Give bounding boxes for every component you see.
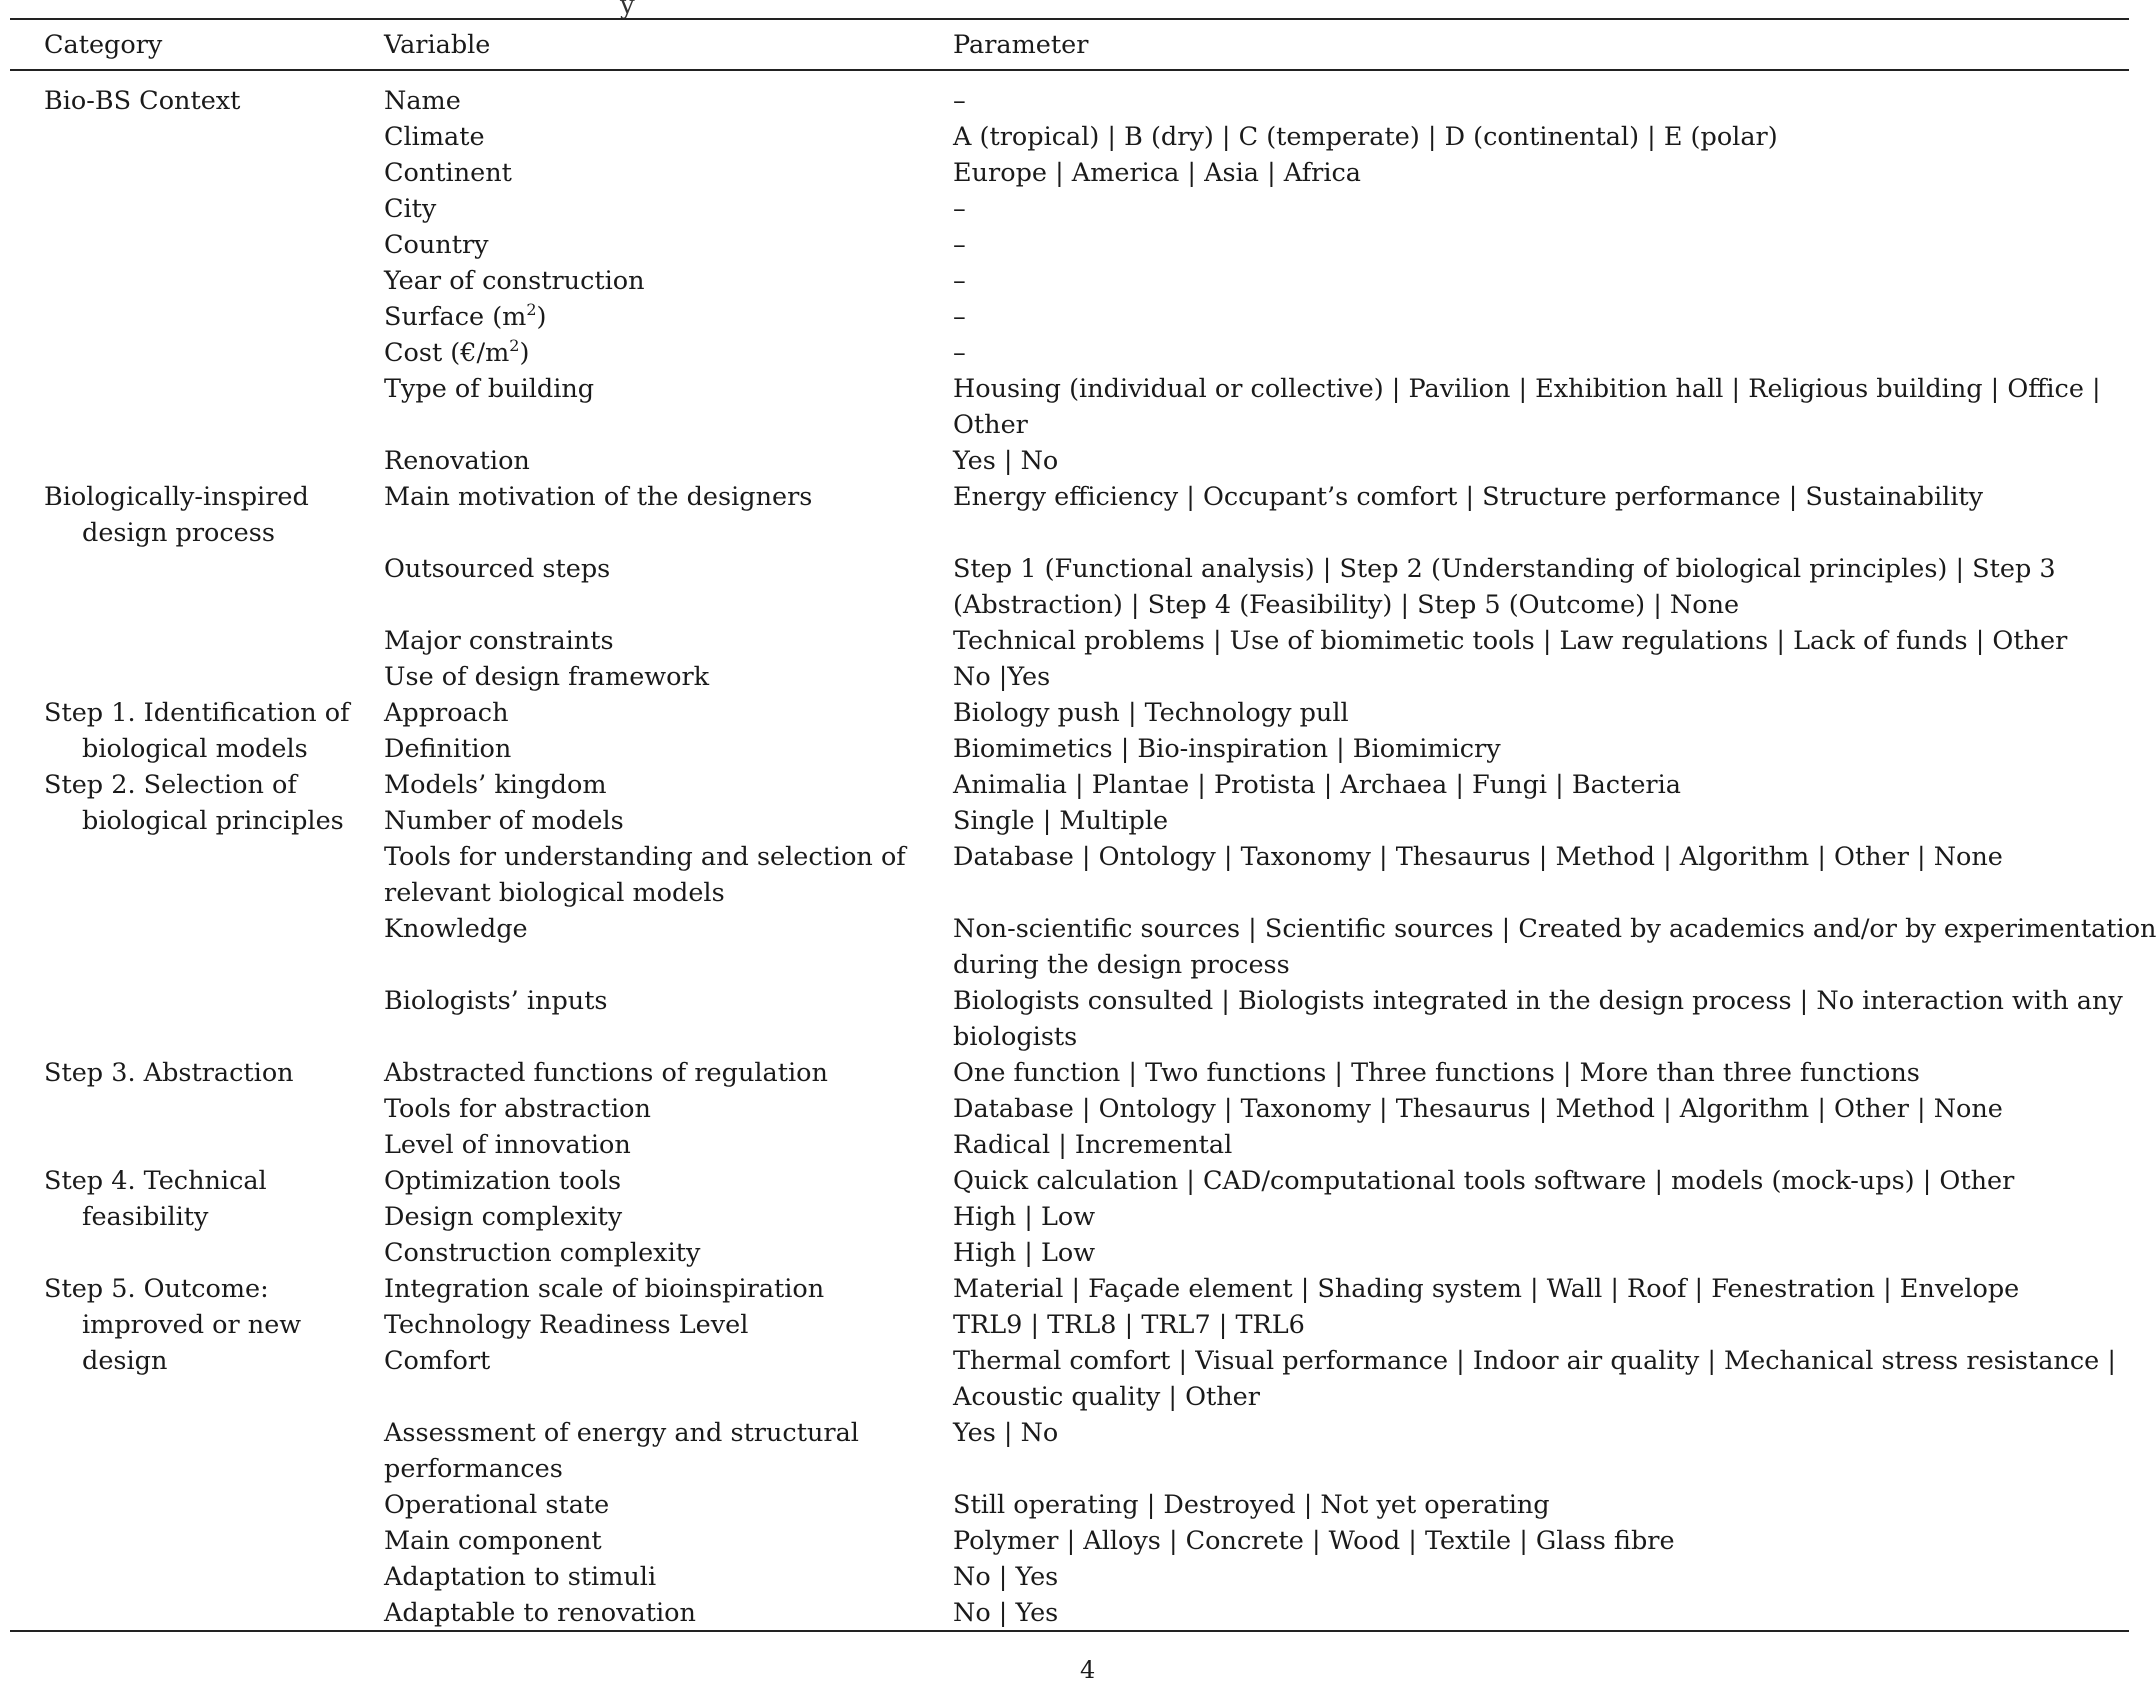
- variable-cell: [380, 551, 949, 623]
- category-text: feasibility: [82, 1202, 209, 1232]
- variable-text: Design complexity: [384, 1202, 623, 1232]
- table-row: [10, 443, 2129, 479]
- parameter-text: TRL9 | TRL8 | TRL7 | TRL6: [953, 1310, 1305, 1340]
- header-category: Category: [44, 30, 163, 60]
- variable-text: Main component: [384, 1526, 602, 1556]
- parameter-cell: [949, 1415, 2129, 1487]
- category-text: Step 5. Outcome:: [44, 1274, 269, 1304]
- variable-text: Definition: [384, 734, 512, 764]
- variable-text: relevant biological models: [384, 878, 725, 908]
- parameter-cell: [949, 1559, 2129, 1595]
- parameter-cell: [949, 1127, 2129, 1163]
- variable-text: Adaptable to renovation: [384, 1598, 696, 1628]
- table-row: [10, 623, 2129, 659]
- parameter-text: Single | Multiple: [953, 806, 1169, 836]
- variable-text: Country: [384, 230, 489, 260]
- variable-text: Adaptation to stimuli: [384, 1562, 657, 1592]
- parameter-cell: [949, 443, 2129, 479]
- table-row: [10, 1127, 2129, 1163]
- table-row: [10, 1487, 2129, 1523]
- table-row: [10, 1163, 2129, 1235]
- variable-text: Year of construction: [384, 266, 645, 296]
- parameter-cell: [949, 1523, 2129, 1559]
- variable-cell: [380, 911, 949, 983]
- parameter-text: –: [953, 230, 966, 260]
- parameter-text: Database | Ontology | Taxonomy | Thesaurus | Method | Algorithm | Other | None: [953, 842, 2003, 872]
- table-header-row: [10, 27, 2129, 69]
- parameter-text: (Abstraction) | Step 4 (Feasibility) | Step 5 (Outcome) | None: [953, 590, 1740, 620]
- parameter-text: Other: [953, 410, 1028, 440]
- category-cell: [10, 227, 380, 263]
- parameter-cell: [949, 623, 2129, 659]
- table-row: [10, 839, 2129, 911]
- variable-text: Knowledge: [384, 914, 528, 944]
- parameter-cell: [949, 479, 2129, 551]
- variable-text: Tools for abstraction: [384, 1094, 651, 1124]
- parameter-text: Polymer | Alloys | Concrete | Wood | Textile | Glass fibre: [953, 1526, 1675, 1556]
- parameter-text: No | Yes: [953, 1562, 1059, 1592]
- variable-text: Approach: [384, 698, 509, 728]
- table-row: [10, 299, 2129, 335]
- parameter-text: Radical | Incremental: [953, 1130, 1233, 1160]
- variable-text: Name: [384, 86, 461, 116]
- category-cell: [10, 1523, 380, 1559]
- parameter-text: Biology push | Technology pull: [953, 698, 1349, 728]
- table-row: [10, 767, 2129, 839]
- variable-text-suffix: ): [519, 338, 530, 368]
- variable-text: Operational state: [384, 1490, 610, 1520]
- category-cell: [10, 155, 380, 191]
- category-cell: [10, 1595, 380, 1631]
- category-cell: [10, 335, 380, 371]
- category-text: Biologically-inspired: [44, 482, 309, 512]
- category-cell: [10, 263, 380, 299]
- variable-cell: [380, 335, 949, 371]
- variable-cell: [380, 1523, 949, 1559]
- parameter-cell: [949, 263, 2129, 299]
- table-row: [10, 551, 2129, 623]
- parameter-cell: [949, 767, 2129, 839]
- parameter-text: Yes | No: [953, 446, 1059, 476]
- header-variable: Variable: [384, 30, 491, 60]
- category-text: Step 4. Technical: [44, 1166, 267, 1196]
- variable-text-main: Surface (m: [384, 302, 527, 332]
- category-cell: [10, 659, 380, 695]
- variable-cell: [380, 83, 949, 119]
- parameter-cell: [949, 335, 2129, 371]
- variable-cell: [380, 695, 949, 767]
- parameter-cell: [949, 695, 2129, 767]
- parameter-cell: [949, 1271, 2129, 1415]
- page-number: 4: [1080, 1656, 1096, 1684]
- table-row: [10, 1055, 2129, 1091]
- category-cell: [10, 1559, 380, 1595]
- parameter-text: One function | Two functions | Three functions | More than three functions: [953, 1058, 1920, 1088]
- parameter-text: –: [953, 338, 966, 368]
- variable-cell: [380, 1163, 949, 1235]
- parameter-cell: [949, 191, 2129, 227]
- category-cell: [10, 443, 380, 479]
- category-cell: [10, 551, 380, 623]
- parameter-text: No |Yes: [953, 662, 1051, 692]
- parameter-cell: [949, 227, 2129, 263]
- variable-cell: [380, 1559, 949, 1595]
- variable-cell: [380, 839, 949, 911]
- category-cell: [10, 1163, 380, 1235]
- parameter-cell: [949, 1055, 2129, 1091]
- category-text: improved or new: [82, 1310, 302, 1340]
- category-text: Bio-BS Context: [44, 86, 241, 116]
- variable-cell: [380, 659, 949, 695]
- variable-cell: [380, 1235, 949, 1271]
- variables-table: [10, 0, 2156, 1631]
- table-body: [10, 69, 2156, 1631]
- variable-cell: [380, 479, 949, 551]
- parameter-cell: [949, 1163, 2129, 1235]
- category-text: Step 2. Selection of: [44, 770, 297, 800]
- variable-text: Renovation: [384, 446, 530, 476]
- parameter-text: Still operating | Destroyed | Not yet operating: [953, 1490, 1550, 1520]
- variable-cell: [380, 299, 949, 335]
- variable-cell: [380, 191, 949, 227]
- table-caption-fragment: y: [620, 0, 635, 20]
- category-cell: [10, 479, 380, 551]
- parameter-text: Non-scientific sources | Scientific sources | Created by academics and/or by experimentation: [953, 914, 2156, 944]
- table-row: [10, 983, 2129, 1055]
- variable-cell: [380, 1127, 949, 1163]
- table-row: [10, 227, 2129, 263]
- category-text: design process: [82, 518, 275, 548]
- variable-text: Models’ kingdom: [384, 770, 607, 800]
- parameter-text: biologists: [953, 1022, 1078, 1052]
- category-text: design: [82, 1346, 168, 1376]
- category-cell: [10, 299, 380, 335]
- variable-cell: [380, 371, 949, 443]
- variable-superscript: 2: [526, 300, 537, 319]
- variable-text: Tools for understanding and selection of: [384, 842, 906, 872]
- table-row: [10, 191, 2129, 227]
- category-text: biological principles: [82, 806, 344, 836]
- parameter-text: –: [953, 302, 966, 332]
- variable-text: Main motivation of the designers: [384, 482, 813, 512]
- parameter-text: Acoustic quality | Other: [953, 1382, 1260, 1412]
- parameter-text: during the design process: [953, 950, 1290, 980]
- variable-text: Optimization tools: [384, 1166, 622, 1196]
- category-cell: [10, 839, 380, 911]
- parameter-cell: [949, 371, 2129, 443]
- category-cell: [10, 1415, 380, 1487]
- variable-text: Technology Readiness Level: [384, 1310, 749, 1340]
- parameter-text: Energy efficiency | Occupant’s comfort | Structure performance | Sustainability: [953, 482, 1984, 512]
- variable-superscript: 2: [509, 336, 520, 355]
- parameter-text: Biomimetics | Bio-inspiration | Biomimicry: [953, 734, 1501, 764]
- parameter-text: Animalia | Plantae | Protista | Archaea | Fungi | Bacteria: [953, 770, 1681, 800]
- category-cell: [10, 1487, 380, 1523]
- parameter-cell: [949, 659, 2129, 695]
- parameter-text: Quick calculation | CAD/computational tools software | models (mock-ups) | Other: [953, 1166, 2015, 1196]
- table-row: [10, 263, 2129, 299]
- category-text: Step 1. Identification of: [44, 698, 350, 728]
- variable-text: Assessment of energy and structural: [384, 1418, 859, 1448]
- table-row: [10, 659, 2129, 695]
- category-cell: [10, 983, 380, 1055]
- table-row: [10, 479, 2129, 551]
- variable-cell: [380, 1055, 949, 1091]
- category-cell: [10, 1235, 380, 1271]
- category-cell: [10, 623, 380, 659]
- parameter-text: Thermal comfort | Visual performance | Indoor air quality | Mechanical stress resistance |: [953, 1346, 2116, 1376]
- header-parameter: Parameter: [953, 30, 1089, 60]
- table-row: [10, 155, 2129, 191]
- parameter-text: Europe | America | Asia | Africa: [953, 158, 1362, 188]
- variable-cell: [380, 983, 949, 1055]
- table-row: [10, 371, 2129, 443]
- variable-cell: [380, 155, 949, 191]
- variable-cell: [380, 263, 949, 299]
- parameter-text: No | Yes: [953, 1598, 1059, 1628]
- variable-text: Biologists’ inputs: [384, 986, 608, 1016]
- parameter-text: Technical problems | Use of biomimetic tools | Law regulations | Lack of funds | Other: [953, 626, 2068, 656]
- table-row: [10, 1523, 2129, 1559]
- parameter-cell: [949, 839, 2129, 911]
- variable-text-suffix: ): [536, 302, 547, 332]
- variable-text-main: Cost (€/m: [384, 338, 510, 368]
- variable-text: Use of design framework: [384, 662, 710, 692]
- parameter-text: Yes | No: [953, 1418, 1059, 1448]
- parameter-cell: [949, 299, 2129, 335]
- parameter-text: –: [953, 86, 966, 116]
- category-cell: [10, 191, 380, 227]
- variable-cell: [380, 443, 949, 479]
- parameter-cell: [949, 1487, 2129, 1523]
- table-row: [10, 1091, 2129, 1127]
- category-cell: [10, 767, 380, 839]
- table-row: [10, 83, 2129, 119]
- category-cell: [10, 119, 380, 155]
- parameter-cell: [949, 83, 2129, 119]
- variable-text: Number of models: [384, 806, 624, 836]
- variable-text: City: [384, 194, 437, 224]
- parameter-text: High | Low: [953, 1238, 1096, 1268]
- variable-cell: [380, 1271, 949, 1415]
- variable-text: Comfort: [384, 1346, 491, 1376]
- parameter-cell: [949, 119, 2129, 155]
- variable-text: performances: [384, 1454, 563, 1484]
- variable-text: Type of building: [384, 374, 595, 404]
- variable-cell: [380, 1595, 949, 1631]
- variable-text: Construction complexity: [384, 1238, 701, 1268]
- variable-text: [384, 335, 929, 371]
- parameter-cell: [949, 1235, 2129, 1271]
- parameter-text: –: [953, 194, 966, 224]
- parameter-cell: [949, 1595, 2129, 1631]
- category-cell: [10, 1055, 380, 1091]
- category-cell: [10, 371, 380, 443]
- parameter-text: High | Low: [953, 1202, 1096, 1232]
- variable-cell: [380, 1091, 949, 1127]
- table-row: [10, 1271, 2129, 1415]
- variable-text: Major constraints: [384, 626, 614, 656]
- variable-text: Climate: [384, 122, 485, 152]
- parameter-text: Housing (individual or collective) | Pavilion | Exhibition hall | Religious building | Office |: [953, 374, 2101, 404]
- variable-text: Outsourced steps: [384, 554, 611, 584]
- table-row: [10, 1235, 2129, 1271]
- table-row: [10, 119, 2129, 155]
- parameter-text: –: [953, 266, 966, 296]
- parameter-cell: [949, 551, 2129, 623]
- parameter-text: Biologists consulted | Biologists integrated in the design process | No interaction with any: [953, 986, 2123, 1016]
- parameter-text: Material | Façade element | Shading system | Wall | Roof | Fenestration | Envelope: [953, 1274, 2020, 1304]
- variable-text: Continent: [384, 158, 512, 188]
- variable-cell: [380, 623, 949, 659]
- table-row: [10, 1595, 2129, 1631]
- table-row: [10, 1415, 2129, 1487]
- category-cell: [10, 695, 380, 767]
- parameter-cell: [949, 1091, 2129, 1127]
- parameter-cell: [949, 155, 2129, 191]
- table-row: [10, 1559, 2129, 1595]
- table-row: [10, 911, 2129, 983]
- parameter-text: A (tropical) | B (dry) | C (temperate) | D (continental) | E (polar): [953, 122, 1778, 152]
- parameter-text: Step 1 (Functional analysis) | Step 2 (Understanding of biological principles) | Step 3: [953, 554, 2056, 584]
- parameter-text: Database | Ontology | Taxonomy | Thesaurus | Method | Algorithm | Other | None: [953, 1094, 2003, 1124]
- parameter-cell: [949, 911, 2156, 983]
- table-row: [10, 335, 2129, 371]
- variable-cell: [380, 119, 949, 155]
- category-cell: [10, 1127, 380, 1163]
- table-row: [10, 695, 2129, 767]
- category-cell: [10, 1271, 380, 1415]
- variable-cell: [380, 1487, 949, 1523]
- variable-text: Integration scale of bioinspiration: [384, 1274, 825, 1304]
- variable-text: Abstracted functions of regulation: [384, 1058, 828, 1088]
- category-cell: [10, 83, 380, 119]
- category-text: biological models: [82, 734, 308, 764]
- variable-text: [384, 299, 929, 335]
- variable-text: Level of innovation: [384, 1130, 631, 1160]
- variable-cell: [380, 227, 949, 263]
- variable-cell: [380, 1415, 949, 1487]
- variable-cell: [380, 767, 949, 839]
- category-cell: [10, 911, 380, 983]
- category-cell: [10, 1091, 380, 1127]
- category-text: Step 3. Abstraction: [44, 1058, 294, 1088]
- parameter-cell: [949, 983, 2129, 1055]
